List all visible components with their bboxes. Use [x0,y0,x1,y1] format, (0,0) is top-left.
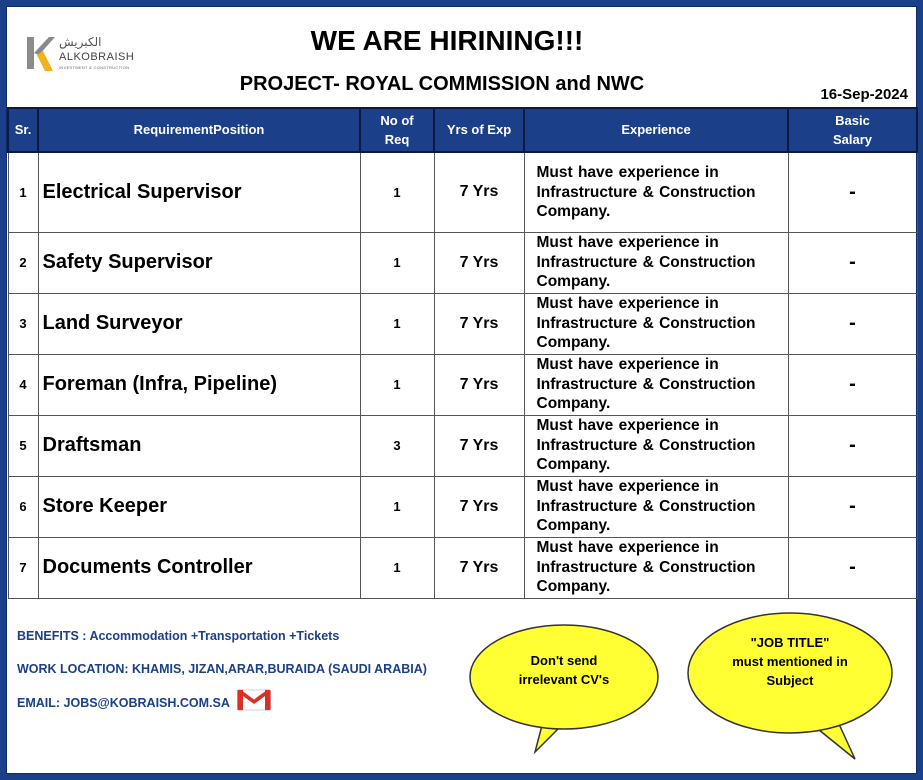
table-row [8,415,917,476]
posting-date: 16-Sep-2024 [820,86,908,103]
row-sr: 5 [8,415,38,476]
row-salary: - [788,293,917,354]
row-sr: 1 [8,152,38,232]
requirements-table [7,107,918,599]
exp-line: Must have experience in [536,356,719,374]
exp-line: Infrastructure & Construction [536,436,756,454]
row-experience [524,232,788,293]
exp-line: Must have experience in [536,234,719,252]
row-experience [524,537,788,598]
bubble-line: Don't send [530,653,598,668]
row-sr: 3 [8,293,38,354]
row-position: Safety Supervisor [38,232,360,293]
row-sr: 6 [8,476,38,537]
table-header-row [8,108,917,152]
row-position: Foreman (Infra, Pipeline) [38,354,360,415]
row-req: 1 [360,152,434,232]
row-experience [524,152,788,232]
row-yrs: 7 Yrs [434,152,524,232]
project-title: PROJECT- ROYAL COMMISSION and NWC [239,73,645,95]
row-req: 1 [360,476,434,537]
row-sr: 7 [8,537,38,598]
row-experience [524,415,788,476]
bubble-line: Subject [766,672,814,688]
row-req: 1 [360,354,434,415]
table-row [8,152,917,232]
row-salary: - [788,537,917,598]
header-sr: Sr. [8,108,38,152]
exp-line: Company. [536,517,611,535]
row-req: 3 [360,415,434,476]
speech-bubble-left-text [485,652,643,690]
header-req-line1: No of [380,112,414,128]
exp-line: Company. [536,334,611,352]
benefits-text: BENEFITS : Accommodation +Transportation +Tickets [17,629,340,643]
row-sr: 4 [8,354,38,415]
row-position: Draftsman [38,415,360,476]
bubble-line: "JOB TITLE" [750,635,830,650]
row-salary: - [788,232,917,293]
header-experience: Experience [524,108,788,152]
row-yrs: 7 Yrs [434,293,524,354]
exp-line: Infrastructure & Construction [536,253,756,271]
exp-line: Infrastructure & Construction [536,314,756,332]
exp-line: Company. [536,578,611,596]
page-title: WE ARE HIRINING!!! [310,25,584,56]
header-salary-line1: Basic [835,112,870,128]
exp-line: Company. [536,273,611,291]
header-yrs: Yrs of Exp [434,108,524,152]
table-row [8,537,917,598]
row-salary: - [788,152,917,232]
exp-line: Must have experience in [536,539,719,557]
exp-line: Infrastructure & Construction [536,183,756,201]
table-row [8,232,917,293]
job-posting [6,6,917,774]
logo-arabic-text: الكبريش [59,35,102,49]
table-row [8,293,917,354]
email-text[interactable]: EMAIL: JOBS@KOBRAISH.COM.SA [17,696,230,710]
row-yrs: 7 Yrs [434,232,524,293]
bubble-line: must mentioned in [732,653,848,669]
header-req [360,108,434,152]
row-experience [524,476,788,537]
exp-line: Must have experience in [536,295,719,313]
table-row [8,354,917,415]
header-salary [788,108,917,152]
header-position: RequirementPosition [38,108,360,152]
exp-line: Infrastructure & Construction [536,497,756,515]
row-yrs: 7 Yrs [434,537,524,598]
header-req-line2: Req [384,132,410,147]
header-salary-line2: Salary [832,132,873,147]
row-yrs: 7 Yrs [434,354,524,415]
row-salary: - [788,354,917,415]
row-salary: - [788,415,917,476]
row-req: 1 [360,293,434,354]
logo-tagline: INVESTMENT & CONSTRUCTION [59,65,130,70]
row-yrs: 7 Yrs [434,476,524,537]
exp-line: Must have experience in [536,478,719,496]
exp-line: Infrastructure & Construction [536,375,756,393]
row-position: Documents Controller [38,537,360,598]
exp-line: Must have experience in [536,417,719,435]
speech-bubble-right-text [703,634,877,691]
exp-line: Infrastructure & Construction [536,558,756,576]
table-row [8,476,917,537]
gmail-icon [235,689,273,711]
logo-name: ALKOBRAISH [59,51,135,63]
row-req: 1 [360,232,434,293]
row-position: Electrical Supervisor [38,152,360,232]
row-position: Land Surveyor [38,293,360,354]
row-req: 1 [360,537,434,598]
row-salary: - [788,476,917,537]
row-experience [524,293,788,354]
exp-line: Must have experience in [536,164,719,182]
work-location-text: WORK LOCATION: KHAMIS, JIZAN,ARAR,BURAIDA (SAUDI ARABIA) [17,662,427,676]
exp-line: Company. [536,395,611,413]
row-position: Store Keeper [38,476,360,537]
row-experience [524,354,788,415]
exp-line: Company. [536,202,611,220]
bubble-line: irrelevant CV's [518,671,610,687]
row-sr: 2 [8,232,38,293]
exp-line: Company. [536,456,611,474]
row-yrs: 7 Yrs [434,415,524,476]
